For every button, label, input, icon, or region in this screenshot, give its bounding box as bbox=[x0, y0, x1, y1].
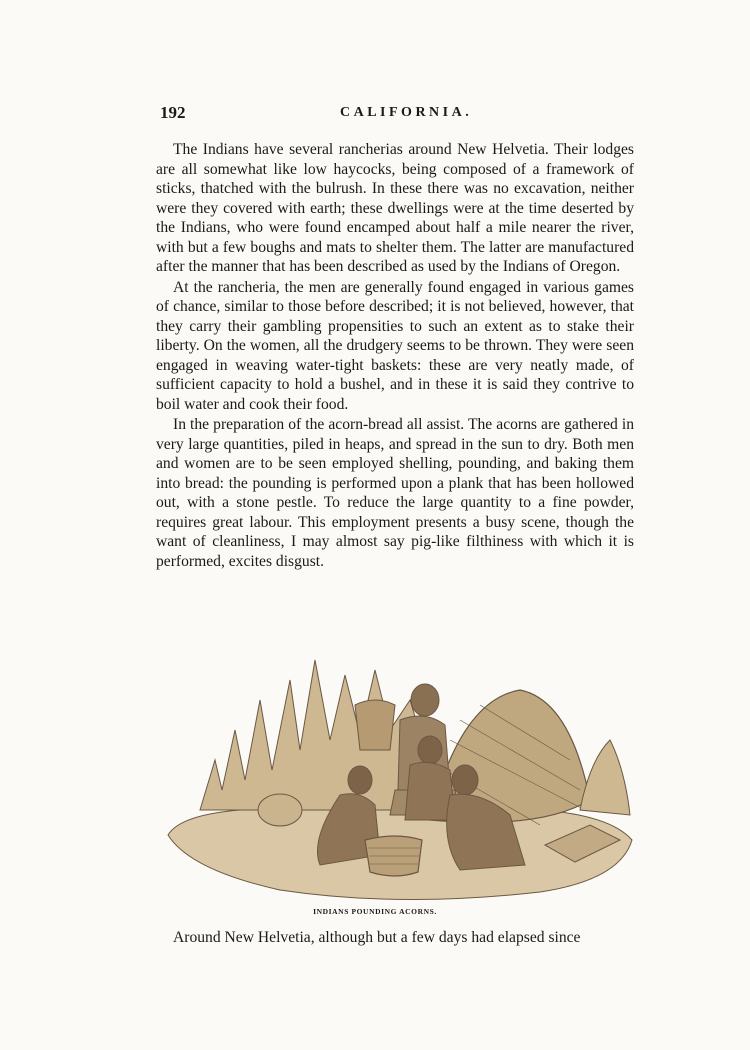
engraving-illustration bbox=[160, 640, 638, 905]
running-title: CALIFORNIA. bbox=[340, 105, 473, 120]
continuation-line: Around New Helvetia, although but a few days had elapsed since bbox=[173, 929, 581, 946]
body-text bbox=[156, 140, 634, 571]
paragraph: In the preparation of the acorn-bread all assist. The acorns are gathered in very large quantities, piled in heaps, and spread in the sun to dry. Both men and women are to be seen employed shelling, pounding, and baking them into bread: the pounding is performed upon a plank that has been hollowed out, with a stone pestle. To reduce the large quantity to a fine powder, requires great labour. This employment presents a busy scene, though the want of cleanliness, I may almost say pig-like filthiness with which it is performed, excites disgust. bbox=[156, 416, 634, 570]
figure-caption: INDIANS POUNDING ACORNS. bbox=[313, 907, 437, 916]
paragraph: At the rancheria, the men are generally found engaged in various games of chance, similar to those before described; it is not believed, however, that they carry their gambling propensities to such an extent as to stake their liberty. On the women, all the drudgery seems to be thrown. They were seen engaged in weaving water-tight baskets: these are very neatly made, of sufficient capacity to hold a bushel, and in these it is said they contrive to boil water and cook their food. bbox=[156, 278, 634, 413]
engraving-image bbox=[160, 640, 638, 905]
page-header bbox=[160, 103, 638, 127]
paragraph: The Indians have several rancherias around New Helvetia. Their lodges are all somewhat like low haycocks, being composed of a framework of sticks, thatched with the bulrush. In these there was no excavation, neither were they covered with earth; these dwellings were at the time deserted by the Indians, who were found encamped about half a mile nearer the river, with but a few boughs and mats to shelter them. The latter are manufactured after the manner that has been described as used by the Indians of Oregon. bbox=[156, 141, 634, 275]
page-number: 192 bbox=[160, 103, 186, 122]
